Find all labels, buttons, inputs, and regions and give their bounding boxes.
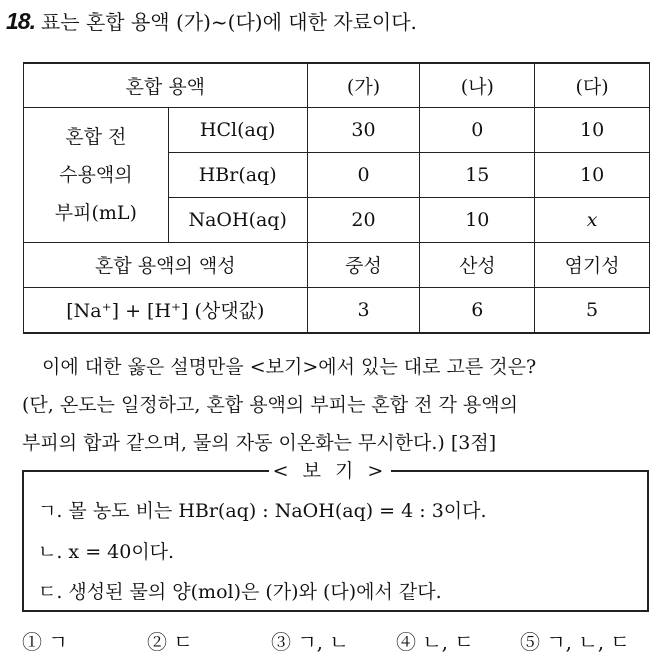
table-cell: 0	[307, 152, 420, 197]
question-header	[6, 6, 417, 35]
table-row	[24, 107, 650, 152]
instruction-line: 이에 대한 옳은 설명만을 <보기>에서 있는 대로 고른 것은?	[42, 356, 537, 378]
answer-choice[interactable]: ② ㄷ	[147, 630, 193, 654]
group-label-line: 수용액의	[59, 163, 133, 186]
instructions	[22, 348, 658, 462]
row-label: NaOH(aq)	[168, 197, 307, 242]
bogi-title: < 보 기 >	[269, 459, 391, 483]
table-cell: 5	[535, 287, 650, 333]
group-label-line: 혼합 전	[65, 125, 127, 148]
table-cell: x	[535, 197, 650, 242]
answer-choice[interactable]: ⑤ ㄱ, ㄴ, ㄷ	[520, 630, 630, 654]
bogi-statement: ㄷ. 생성된 물의 양(mol)은 (가)와 (다)에서 같다.	[38, 581, 442, 603]
table-row	[24, 242, 650, 287]
table-cell: 30	[307, 107, 420, 152]
header-label: 혼합 용액	[24, 63, 308, 107]
group-label-line: 부피(mL)	[54, 201, 137, 224]
answer-choice[interactable]: ① ㄱ	[22, 630, 68, 654]
table-cell: 20	[307, 197, 420, 242]
table-cell: 0	[420, 107, 535, 152]
answer-choice[interactable]: ③ ㄱ, ㄴ	[271, 630, 349, 654]
question-number: 18.	[6, 8, 35, 34]
column-header: (가)	[307, 63, 420, 107]
row-label: HCl(aq)	[168, 107, 307, 152]
table-header-row	[24, 63, 650, 107]
answer-choice[interactable]: ④ ㄴ, ㄷ	[396, 630, 474, 654]
column-header: (나)	[420, 63, 535, 107]
table-cell: 6	[420, 287, 535, 333]
row-label: HBr(aq)	[168, 152, 307, 197]
bogi-statement: ㄱ. 몰 농도 비는 HBr(aq) : NaOH(aq) = 4 : 3이다.	[38, 500, 487, 522]
table-cell: 10	[420, 197, 535, 242]
row-label: 혼합 용액의 액성	[24, 242, 308, 287]
table-cell: 3	[307, 287, 420, 333]
column-header: (다)	[535, 63, 650, 107]
bogi-statement: ㄴ. x = 40이다.	[38, 541, 175, 563]
data-table	[23, 62, 650, 334]
table-cell: 15	[420, 152, 535, 197]
instruction-line: (단, 온도는 일정하고, 혼합 용액의 부피는 혼합 전 각 용액의	[22, 394, 518, 416]
table-cell: 염기성	[535, 242, 650, 287]
table-cell: 산성	[420, 242, 535, 287]
table-cell: 10	[535, 152, 650, 197]
instruction-line: 부피의 합과 같으며, 물의 자동 이온화는 무시한다.) [3점]	[22, 432, 497, 454]
row-label: [Na⁺] + [H⁺] (상댓값)	[24, 287, 308, 333]
question-prompt: 표는 혼합 용액 (가)~(다)에 대한 자료이다.	[40, 10, 417, 34]
table-cell: 중성	[307, 242, 420, 287]
table-cell: 10	[535, 107, 650, 152]
table-row	[24, 287, 650, 333]
volume-group-label	[24, 107, 169, 242]
